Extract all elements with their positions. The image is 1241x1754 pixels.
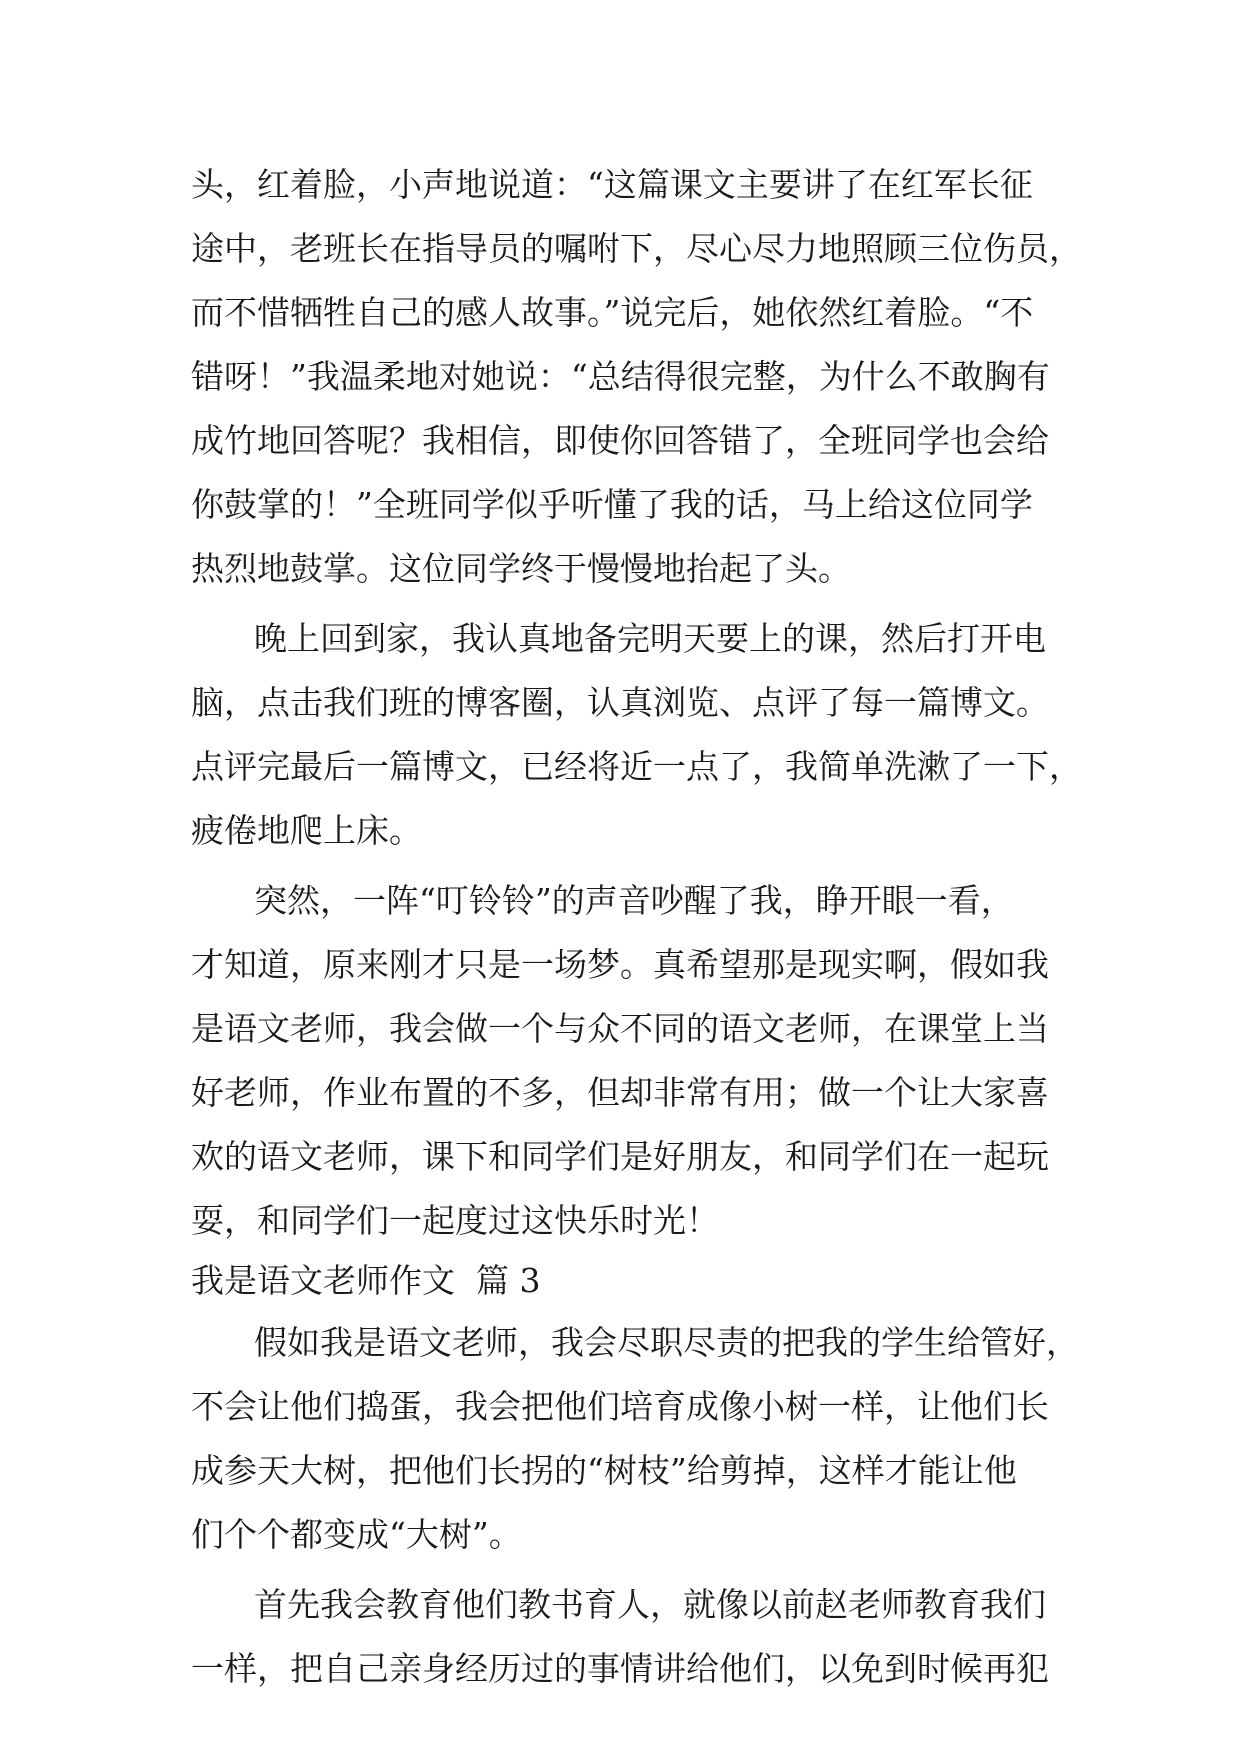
text-line: 你鼓掌的！”全班同学似乎听懂了我的话，马上给这位同学 [191,485,1033,524]
text-line: 才知道，原来刚才只是一场梦。真希望那是现实啊，假如我 [191,945,1049,984]
text-line: 欢的语文老师，课下和同学们是好朋友，和同学们在一起玩 [191,1137,1049,1176]
paragraph-first-line: 晚上回到家，我认真地备完明天要上的课，然后打开电 [254,619,1046,658]
text-line: 一样，把自己亲身经历过的事情讲给他们，以免到时候再犯 [191,1649,1049,1688]
text-line: 热烈地鼓掌。这位同学终于慢慢地抬起了头。 [191,549,851,588]
text-line: 而不惜牺牲自己的感人故事。”说完后，她依然红着脸。“不 [191,293,1034,332]
paragraph-first-line: 首先我会教育他们教书育人，就像以前赵老师教育我们 [254,1585,1046,1624]
text-line: 错呀！”我温柔地对她说：“总结得很完整，为什么不敢胸有 [191,357,1050,396]
text-line: 不会让他们捣蛋，我会把他们培育成像小树一样，让他们长 [191,1387,1049,1426]
paragraph-first-line: 假如我是语文老师，我会尽职尽责的把我的学生给管好， [254,1323,1079,1362]
text-line: 疲倦地爬上床。 [191,811,422,850]
text-line: 是语文老师，我会做一个与众不同的语文老师，在课堂上当 [191,1009,1049,1048]
text-line: 头，红着脸，小声地说道：“这篇课文主要讲了在红军长征 [191,165,1033,204]
text-line: 成参天大树，把他们长拐的“树枝”给剪掉，这样才能让他 [191,1451,1017,1490]
text-line: 点评完最后一篇博文，已经将近一点了，我简单洗漱了一下， [191,747,1082,786]
text-line: 途中，老班长在指导员的嘱咐下，尽心尽力地照顾三位伤员， [191,229,1082,268]
section-heading: 我是语文老师作文 篇 3 [191,1261,541,1300]
text-line: 成竹地回答呢？我相信，即使你回答错了，全班同学也会给 [191,421,1049,460]
text-line: 们个个都变成“大树”。 [191,1515,522,1554]
text-line: 耍，和同学们一起度过这快乐时光！ [191,1201,719,1240]
text-line: 脑，点击我们班的博客圈，认真浏览、点评了每一篇博文。 [191,683,1049,722]
text-line: 好老师，作业布置的不多，但却非常有用；做一个让大家喜 [191,1073,1049,1112]
paragraph-first-line: 突然，一阵“叮铃铃”的声音吵醒了我，睁开眼一看， [254,881,1014,920]
